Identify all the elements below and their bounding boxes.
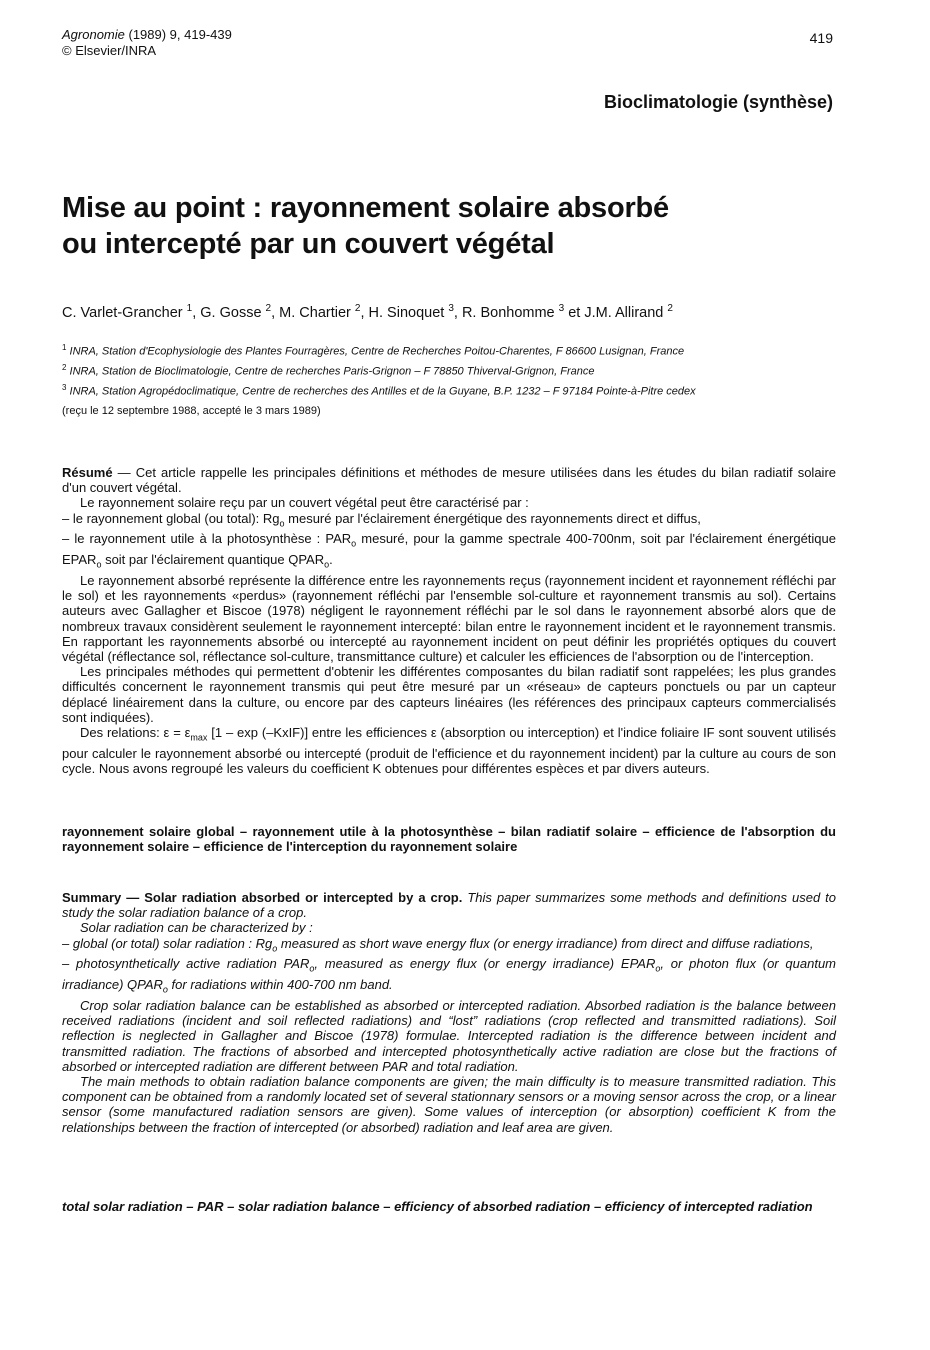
resume-text: [1 – exp (–KxIF)] entre les efficiences ε (absorption ou interception) et l'indice foliaire IF sont souvent utilisés pour calculer le rayonnement absorbé ou intercepté (produit de l'efficience et du rayonnement incident) par la culture au cours de son cycle. Nous avons regroupé les valeurs du coefficient K obtenues pour différentes espèces et par divers auteurs. [62,725,836,777]
resume-para: Les principales méthodes qui permettent d'obtenir les différentes composantes du bilan radiatif sont rappelées; les plus grandes difficultés concernent le rayonnement transmis qui peut être mesuré par un «réseau» de capteurs ponctuels ou par un capteur déplacé linéairement dans la culture, ou encore par des capteurs linéaires (les références des principaux capteurs commercialisés sont indiquées). [62,664,836,725]
summary-para [62,890,836,920]
resume-para [62,531,836,573]
subscript: o [162,984,168,995]
resume-text: mesuré, pour la gamme spectrale 400-700nm, soit par l'éclairement énergétique EPAR [62,531,836,568]
resume-para: Le rayonnement absorbé représente la différence entre les rayonnements reçus (rayonnement incident et rayonnement réfléchi par le sol) et les rayonnements «perdus» (rayonnement réfléchi par l'ensemble sol-culture et rayonnement transmis au sol). Certains auteurs avec Gallagher et Biscoe (1978) négligent le rayonnement réfléchi par le sol dans le rayonnement absorbé alors que de nombreux travaux considèrent seulement le rayonnement intercepté: bilan entre le rayonnement incident et le rayonnement transmis. En rapportant les rayonnements absorbé ou intercepté au rayonnement incident on peut définir les propriétés optiques du couvert végétal (réflectance sol, réflectance sol-culture, transmittance culture) et calculer les efficiences de l'absorption ou de l'interception. [62,573,836,665]
resume-label: Résumé [62,465,113,480]
resume-para [62,511,836,532]
summary-text: This paper summarizes some methods and definitions used to study the solar radiation balance of a crop. [62,890,837,921]
resume-text: mesuré par l'éclairement énergétique des rayonnements direct et diffus, [284,510,701,526]
copyright: © Elsevier/INRA [62,43,157,58]
received-date: (reçu le 12 septembre 1988, accepté le 3 mars 1989) [62,405,321,417]
subscript: o [279,518,285,529]
affil-marker: 3 [558,303,565,314]
section-heading: Bioclimatologie (synthèse) [603,92,833,112]
affil-number: 1 [62,343,67,352]
affil-marker: 2 [667,303,673,314]
summary-text: , measured as energy flux (or energy irradiance) EPAR [314,956,656,972]
resume-text: – le rayonnement utile à la photosynthèse : PAR [62,531,352,547]
resume-text: Des relations: ε = ε [80,725,191,741]
author: et J.M. Allirand [564,304,668,321]
summary-para [62,956,836,998]
resume-para [62,725,836,776]
affiliation-3 [62,380,696,400]
resume-text: — Cet article rappelle les principales définitions et méthodes de mesure utilisées dans les études du bilan radiatif solaire d'un couvert végétal. [62,465,836,496]
resume-text: soit par l'éclairement quantique QPAR [101,552,325,568]
author: , G. Gosse [192,304,266,321]
affil-number: 2 [62,363,67,373]
subscript: o [324,559,330,570]
summary-para: Crop solar radiation balance can be established as absorbed or intercepted radiation. Absorbed radiation is the balance between received radiations (incident and soil reflected radiations) and “lost” radiations (crop reflected and transmitted radiations). Soil reflection is neglected in Gallagher and Biscoe (1978) formulae. Intercepted radiation is the difference between incident and transmitted radiation. The fractions of absorbed and intercepted photosynthetically active radiation are close but the fractions of absorbed or intercepted radiation are different between PAR and total radiation. [62,998,836,1074]
author: C. Varlet-Grancher [62,304,187,321]
resume-text: – le rayonnement global (ou total): Rg [62,510,280,526]
summary-text: – global (or total) solar radiation : Rg [62,935,273,951]
journal-citation [62,27,232,59]
resume-para: Le rayonnement solaire reçu par un couvert végétal peut être caractérisé par : [80,495,529,511]
summary-para: Solar radiation can be characterized by : [80,920,313,936]
subscript: o [96,559,102,570]
affil-text: INRA, Station Agropédoclimatique, Centre de recherches des Antilles et de la Guyane, B.P. 1232 – F 97184 Pointe-à-Pitre cedex [66,385,696,398]
summary-abstract [62,890,836,1135]
page-number: 419 [809,30,833,46]
subscript: o [309,964,315,974]
affil-text: INRA, Station de Bioclimatologie, Centre de recherches Paris-Grignon – F 78850 Thiverval-Grignon, France [66,365,595,378]
author: , H. Sinoquet [360,304,449,321]
resume-abstract [62,465,836,776]
article-title [62,190,669,262]
affil-marker: 1 [186,303,193,314]
author-list [62,303,673,321]
resume-para [62,465,836,495]
affil-text: INRA, Station d'Ecophysiologie des Plantes Fourragères, Centre de Recherches Poitou-Charentes, F 86600 Lusignan, France [66,345,685,358]
author: , M. Chartier [271,304,355,321]
affil-number: 3 [62,383,67,393]
summary-text: , or photon flux (or quantum irradiance) QPAR [62,956,837,993]
subscript: o [272,943,278,954]
summary-text: – photosynthetically active radiation PAR [62,956,310,972]
subscript: o [351,539,357,549]
journal-name: Agronomie [62,27,125,42]
title-line-1: Mise au point : rayonnement solaire absorbé [62,192,669,224]
affil-marker: 2 [265,303,272,314]
affiliation-1 [62,340,696,360]
affiliations [62,340,696,400]
summary-label: Summary — Solar radiation absorbed or intercepted by a crop. [62,890,463,905]
affiliation-2 [62,360,696,380]
summary-para [62,936,836,957]
affil-marker: 3 [448,303,454,314]
summary-text: for radiations within 400-700 nm band. [167,977,393,993]
title-line-2: ou intercepté par un couvert végétal [62,228,555,260]
resume-text: . [329,552,333,568]
author: , R. Bonhomme [453,304,559,321]
journal-ref: (1989) 9, 419-439 [124,27,232,42]
summary-para: The main methods to obtain radiation balance components are given; the main difficulty is to measure transmitted radiation. This component can be obtained from a randomly located set of several stationnary sensors or a moving sensor across the crop, or a linear sensor (some manufactured radiation sensors are given). Some values of interception (or absorption) coefficient K from the relationships between the fraction of intercepted (or absorbed) radiation and leaf area are given. [62,1074,836,1135]
keywords-fr: rayonnement solaire global – rayonnement utile à la photosynthèse – bilan radiatif solaire – efficience de l'absorption du rayonnement solaire – efficience de l'interception du rayonnement solaire [62,824,836,855]
summary-text: measured as short wave energy flux (or energy irradiance) from direct and diffuse radiations, [277,935,814,951]
subscript: max [190,732,208,743]
affil-marker: 2 [354,303,361,314]
keywords-en: total solar radiation – PAR – solar radiation balance – efficiency of absorbed radiation – efficiency of intercepted radiation [62,1199,813,1214]
subscript: o [655,964,661,974]
